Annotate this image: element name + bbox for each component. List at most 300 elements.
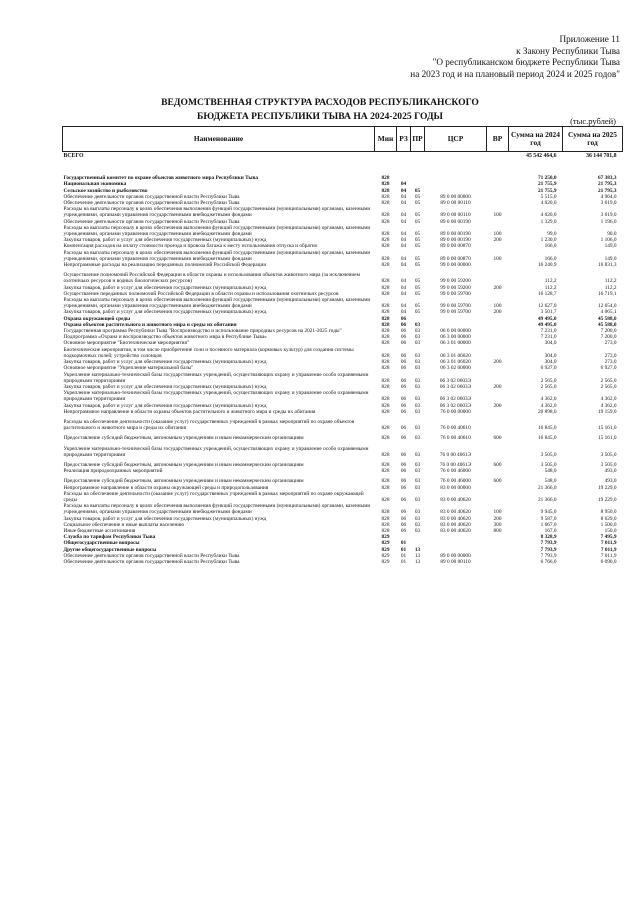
row-vr: 300 — [493, 521, 502, 528]
row-rz: 06 — [400, 352, 407, 359]
row-min: 828 — [381, 527, 390, 534]
row-min: 828 — [381, 352, 390, 359]
row-sum-2025: 7 200,0 — [600, 328, 617, 335]
row-min: 828 — [381, 377, 390, 384]
row-pr: 13 — [414, 552, 421, 559]
row-pr: 03 — [414, 377, 421, 384]
row-csr: 83 0 00 00000 — [440, 484, 471, 491]
row-sum-2025: 15 161,0 — [597, 435, 617, 442]
row-sum-2025: 8 629,0 — [600, 515, 617, 522]
title-line: ВЕДОМСТВЕННАЯ СТРУКТУРА РАСХОДОВ РЕСПУБЛИКАНСКОГО — [161, 97, 479, 108]
table-header-row — [63, 127, 623, 152]
row-min: 829 — [381, 540, 390, 547]
row-rz: 06 — [400, 527, 407, 534]
row-csr: 89 0 00 00000 — [440, 552, 471, 559]
row-min: 828 — [381, 309, 390, 316]
row-csr: 06 3 02 00000 — [440, 365, 471, 372]
row-min: 828 — [381, 461, 390, 468]
row-sum-2025: 21 795,3 — [597, 181, 617, 188]
row-name: Закупка товаров, работ и услуг для обеспечения государственных (муниципальных) нужд — [63, 284, 267, 291]
row-min: 828 — [381, 181, 390, 188]
row-sum-2025: 67 383,3 — [597, 175, 617, 182]
row-sum-2025: 8 950,0 — [600, 509, 617, 516]
row-sum-2025: 149,0 — [604, 243, 617, 250]
row-pr: 03 — [414, 425, 421, 432]
row-sum-2024: 7 793,9 — [540, 540, 557, 547]
row-sum-2025: 7 011,9 — [600, 540, 617, 547]
row-rz: 06 — [400, 509, 407, 516]
row-name: Основное мероприятие "Биотехнические мероприятия" — [63, 340, 190, 347]
row-pr: 03 — [414, 496, 421, 503]
row-pr: 03 — [414, 509, 421, 516]
row-sum-2024: 2 565,0 — [540, 377, 557, 384]
table-row — [63, 297, 623, 309]
expenditure-table — [62, 126, 623, 565]
row-min: 828 — [381, 484, 390, 491]
row-sum-2024: 20 898,0 — [537, 408, 557, 415]
row-csr: 99 0 00 59700 — [440, 309, 471, 316]
row-name: Охрана окружающей среды — [63, 315, 131, 322]
row-rz: 06 — [400, 383, 407, 390]
row-min: 828 — [381, 255, 390, 262]
row-name: Другие общегосударственные вопросы — [63, 546, 157, 553]
header-sum-2024: Сумма на 2024 год — [509, 127, 563, 152]
row-rz: 06 — [400, 521, 407, 528]
row-vr — [487, 415, 509, 431]
row-sum-2025: 19 229,0 — [597, 496, 617, 503]
row-csr: 06 3 00 00000 — [440, 334, 471, 341]
row-csr: 83 0 00 40620 — [440, 509, 471, 516]
row-vr: 200 — [493, 284, 502, 291]
row-rz: 04 — [400, 218, 407, 225]
row-vr: 100 — [493, 303, 502, 310]
row-min: 828 — [381, 334, 390, 341]
row-name: Осуществление полномочий Российской Федерации в области охраны и использования объектов животного мира (за исключением охотничьих ресурсов и водных биологических ресурсов) — [63, 272, 360, 285]
row-pr: 05 — [414, 309, 421, 316]
row-sum-2024: 7 231,0 — [540, 334, 557, 341]
row-name: Закупка товаров, работ и услуг для обеспечения государственных (муниципальных) нужд — [63, 309, 267, 316]
row-min: 828 — [381, 468, 390, 475]
row-sum-2024: 166,0 — [544, 255, 557, 262]
row-min: 828 — [381, 340, 390, 347]
row-sum-2024: 16 845,0 — [537, 425, 557, 432]
title-line: БЮДЖЕТА РЕСПУБЛИКИ ТЫВА НА 2024-2025 ГОДЫ — [197, 110, 443, 122]
row-rz: 04 — [400, 193, 407, 200]
row-pr: 05 — [414, 231, 421, 238]
row-pr: 05 — [414, 212, 421, 219]
row-name: Обеспечение деятельности органов государственной власти Республики Тыва — [63, 200, 240, 207]
row-rz: 06 — [400, 408, 407, 415]
row-min: 828 — [381, 290, 390, 297]
row-sum-2024: 21 366,0 — [537, 484, 557, 491]
row-csr: 89 0 00 00870 — [440, 243, 471, 250]
row-sum-2024: 16 128,7 — [537, 290, 557, 297]
table-row — [63, 171, 623, 181]
table-row — [63, 390, 623, 402]
row-rz: 04 — [400, 278, 407, 285]
header-pr: ПР — [411, 127, 425, 152]
row-name: Предоставление субсидий бюджетным, автономным учреждениям и иным некоммерческим организациям — [63, 478, 304, 485]
row-vr: 600 — [493, 461, 502, 468]
row-name: Государственная программа Республики Тыва "Воспроизводство и использование природных ресурсов на 2021-2025 годы" — [63, 328, 342, 335]
row-pr: 03 — [414, 484, 421, 491]
row-min: 828 — [381, 262, 390, 269]
row-name: Служба по тарифам Республики Тыва — [63, 534, 156, 541]
row-sum-2024: 7 231,0 — [540, 328, 557, 335]
row-vr: 100 — [493, 509, 502, 516]
row-sum-2024: 548,0 — [544, 478, 557, 485]
row-rz: 04 — [400, 237, 407, 244]
row-rz: 01 — [400, 552, 407, 559]
header-name: Наименование — [63, 127, 375, 152]
row-sum-2025: 2 565,0 — [600, 377, 617, 384]
row-vr — [487, 390, 509, 402]
row-rz: 04 — [400, 290, 407, 297]
row-min: 828 — [381, 278, 390, 285]
row-sum-2025: 4 964,0 — [600, 193, 617, 200]
row-min: 829 — [381, 546, 390, 553]
row-name: Обеспечение деятельности органов государственной власти Республики Тыва — [63, 193, 240, 200]
table-row — [63, 458, 623, 468]
row-vr — [487, 268, 509, 284]
row-csr: 06 3 01 06020 — [440, 352, 471, 359]
header-sum-2025: Сумма на 2025 год — [563, 127, 623, 152]
row-csr: 83 0 00 40620 — [440, 527, 471, 534]
row-csr: 99 0 00 00000 — [440, 262, 471, 269]
row-name: Расходы на обеспечение деятельности (оказание услуг) государственных учреждений в рамках мероприятий по охране окружающей среды — [63, 490, 364, 503]
row-csr: 89 0 00 00000 — [440, 193, 471, 200]
table-row — [63, 442, 623, 458]
row-rz: 06 — [400, 321, 407, 328]
row-name: Укрепление материально-технической базы государственных учреждений, осуществляющих охрану и управление особо охраняемыми природными территориями — [63, 390, 369, 403]
row-pr: 03 — [414, 321, 421, 328]
row-sum-2024: 112,2 — [544, 278, 557, 285]
row-sum-2024: 4 020,0 — [540, 200, 557, 207]
row-rz: 04 — [400, 284, 407, 291]
row-vr: 200 — [493, 359, 502, 366]
table-row — [63, 559, 623, 565]
row-sum-2024: 3 505,0 — [540, 451, 557, 458]
appendix-line: Приложение 11 — [559, 34, 620, 44]
row-min: 828 — [381, 435, 390, 442]
row-pr: 05 — [414, 237, 421, 244]
document-title — [0, 96, 640, 123]
row-name: Непрограммное направление в области охраны окружающей среды и природопользования — [63, 484, 269, 491]
row-rz: 04 — [400, 243, 407, 250]
table-row — [63, 503, 623, 515]
row-name: Расходы на обеспечение деятельности (оказание услуг) государственных учреждений в рамках мероприятий по охране объектов растительного и животного мира и среды их обитания — [63, 418, 355, 432]
row-sum-2024: 1 667,0 — [540, 521, 557, 528]
row-rz: 01 — [400, 546, 407, 553]
row-csr: 89 0 00 00190 — [440, 231, 471, 238]
row-min: 828 — [381, 515, 390, 522]
appendix-line: на 2023 год и на плановый период 2024 и 2025 годов" — [410, 68, 620, 79]
row-vr: 600 — [493, 478, 502, 485]
row-pr: 05 — [414, 200, 421, 207]
row-min: 828 — [381, 193, 390, 200]
total-label: ВСЕГО — [63, 153, 84, 159]
row-pr: 03 — [414, 402, 421, 409]
row-rz: 06 — [400, 435, 407, 442]
row-sum-2025: 7 495,9 — [600, 534, 617, 541]
row-rz — [397, 171, 411, 181]
row-pr: 03 — [414, 383, 421, 390]
row-pr: 05 — [414, 262, 421, 269]
row-sum-2024: 166,0 — [544, 243, 557, 250]
row-pr: 03 — [414, 334, 421, 341]
row-name: Расходы на выплаты персоналу в целях обеспечения выполнения функций государственными (муниципальными) органами, казенными учреждениями, органами управления государственными внебюджетными фондами — [63, 224, 371, 238]
row-csr: 99 0 00 59700 — [440, 303, 471, 310]
row-sum-2024: 8 328,9 — [540, 534, 557, 541]
row-sum-2024: 4 362,0 — [540, 402, 557, 409]
row-pr: 05 — [414, 255, 421, 262]
row-min: 828 — [381, 315, 390, 322]
row-sum-2024: 1 329,0 — [540, 218, 557, 225]
row-sum-2025: 149,0 — [604, 255, 617, 262]
row-csr: 99 0 00 59200 — [440, 284, 471, 291]
row-sum-2025: 4 362,0 — [600, 402, 617, 409]
row-pr: 05 — [414, 290, 421, 297]
row-rz: 06 — [400, 396, 407, 403]
row-name: Расходы на выплаты персоналу в целях обеспечения выполнения функций государственными (муниципальными) органами, казенными учреждениями, органами управления государственными внебюджетными фондами — [63, 206, 371, 219]
row-name: Непрограммные расходы на реализацию переданных полномочий Российской Федерации — [63, 262, 267, 269]
row-sum-2024: 304,0 — [544, 340, 557, 347]
row-vr: 200 — [493, 515, 502, 522]
header-min: Мин — [375, 127, 397, 152]
row-min: 828 — [381, 187, 390, 194]
row-vr: 100 — [493, 231, 502, 238]
row-pr: 05 — [414, 193, 421, 200]
row-csr: 06 3 02 0603Э — [439, 383, 472, 390]
row-vr — [487, 559, 509, 565]
row-pr: 03 — [414, 461, 421, 468]
row-sum-2025: 112,2 — [604, 284, 617, 291]
row-rz: 04 — [400, 309, 407, 316]
row-rz: 04 — [400, 187, 407, 194]
row-csr: 89 0 00 00110 — [440, 200, 471, 207]
row-pr: 03 — [414, 359, 421, 366]
row-name: Расходы на выплаты персоналу в целях обеспечения выполнения функций государственными (муниципальными) органами, казенными учреждениями, органами управления государственными внебюджетными фондами — [63, 249, 371, 262]
row-sum-2025: 3 505,0 — [600, 461, 617, 468]
header-rz: РЗ — [397, 127, 411, 152]
table-row — [63, 474, 623, 484]
row-min: 829 — [381, 534, 390, 541]
row-csr: 99 0 00 59700 — [440, 290, 471, 297]
row-pr: 05 — [414, 218, 421, 225]
row-rz: 06 — [400, 315, 407, 322]
row-pr: 13 — [414, 546, 421, 553]
row-sum-2025: 6 927,0 — [600, 365, 617, 372]
row-sum-2025: 7 011,9 — [600, 546, 617, 553]
row-sum-2024: 12 627,0 — [537, 303, 557, 310]
row-name: Расходы на выплаты персоналу в целях обеспечения выполнения функций государственными (муниципальными) органами, казенными учреждениями, органами управления государственными внебюджетными фондами — [63, 503, 371, 516]
row-sum-2024: 21 755,9 — [537, 181, 557, 188]
row-min: 828 — [381, 383, 390, 390]
row-pr: 03 — [414, 340, 421, 347]
row-vr: 600 — [493, 435, 502, 442]
row-rz: 06 — [400, 484, 407, 491]
row-csr: 89 0 00 00190 — [440, 237, 471, 244]
row-min: 828 — [381, 200, 390, 207]
row-name: Предоставление субсидий бюджетным, автономным учреждениям и иным некоммерческим организациям — [63, 461, 304, 468]
total-row — [63, 152, 623, 172]
row-min: 828 — [381, 212, 390, 219]
row-sum-2024: 7 793,9 — [540, 546, 557, 553]
row-name: Социальное обеспечение и иные выплаты населению — [63, 521, 185, 528]
row-name: Закупка товаров, работ и услуг для обеспечения государственных (муниципальных) нужд — [63, 359, 267, 366]
row-csr: 06 0 00 00000 — [440, 328, 471, 335]
row-sum-2025: 45 588,0 — [597, 315, 617, 322]
row-pr: 03 — [414, 515, 421, 522]
row-sum-2025: 19 229,0 — [597, 484, 617, 491]
row-name: Охрана объектов растительного и животного мира и среды их обитания — [63, 321, 237, 328]
row-name: Реализация природоохранных мероприятий — [63, 468, 163, 475]
row-vr — [487, 171, 509, 181]
row-name: Укрепление материально-технической базы государственных учреждений, осуществляющих охрану и управление особо охраняемыми природными территориями — [63, 371, 369, 384]
row-rz: 06 — [400, 451, 407, 458]
row-min: 829 — [381, 552, 390, 559]
row-min: 828 — [381, 321, 390, 328]
row-sum-2025: 4 065,1 — [600, 309, 617, 316]
row-sum-2025: 1 196,0 — [600, 218, 617, 225]
row-sum-2025: 4 362,0 — [600, 396, 617, 403]
row-sum-2025: 16 831,3 — [597, 262, 617, 269]
row-pr: 03 — [414, 352, 421, 359]
row-csr: 89 0 00 00110 — [440, 558, 471, 565]
row-rz: 06 — [400, 515, 407, 522]
table-row — [63, 372, 623, 384]
row-rz: 06 — [400, 478, 407, 485]
row-rz: 06 — [400, 340, 407, 347]
row-csr: 06 3 02 0603Э — [439, 377, 472, 384]
table-row — [63, 225, 623, 237]
row-rz: 06 — [400, 334, 407, 341]
row-vr — [487, 372, 509, 384]
row-sum-2024: 1 230,0 — [540, 237, 557, 244]
row-name: Расходы на выплаты персоналу в целях обеспечения выполнения функций государственными (муниципальными) органами, казенными учреждениями, органами управления государственными внебюджетными фондами — [63, 297, 371, 310]
row-csr: 83 0 00 40620 — [440, 515, 471, 522]
row-min: 828 — [381, 237, 390, 244]
row-name: Обеспечение деятельности органов государственной власти Республики Тыва — [63, 218, 240, 225]
row-pr: 03 — [414, 451, 421, 458]
units-label: (тыс.рублей) — [570, 116, 616, 126]
table-row — [63, 347, 623, 359]
row-sum-2025: 45 588,0 — [597, 321, 617, 328]
row-vr: 200 — [493, 383, 502, 390]
row-min: 828 — [381, 328, 390, 335]
row-pr: 05 — [414, 278, 421, 285]
row-name: Сельское хозяйство и рыболовство — [63, 187, 148, 194]
row-name: Закупка товаров, работ и услуг для обеспечения государственных (муниципальных) нужд — [63, 515, 267, 522]
row-vr — [487, 442, 509, 458]
row-min: 828 — [381, 243, 390, 250]
row-sum-2024: 304,0 — [544, 359, 557, 366]
row-pr: 03 — [414, 435, 421, 442]
row-name: Закупка товаров, работ и услуг для обеспечения государственных (муниципальных) нужд — [63, 237, 267, 244]
row-name: Национальная экономика — [63, 181, 127, 188]
header-vr: ВР — [487, 127, 509, 152]
row-sum-2024: 16 240,9 — [537, 262, 557, 269]
row-name: Обеспечение деятельности органов государственной власти Республики Тыва — [63, 552, 240, 559]
row-min: 828 — [381, 425, 390, 432]
row-sum-2025: 21 795,3 — [597, 187, 617, 194]
row-vr: 100 — [493, 255, 502, 262]
row-name: Закупка товаров, работ и услуг для обеспечения государственных (муниципальных) нужд — [63, 383, 267, 390]
table-row — [63, 431, 623, 441]
row-sum-2025: 3 505,0 — [600, 451, 617, 458]
row-sum-2024: 49 495,0 — [537, 321, 557, 328]
appendix-note — [410, 34, 620, 80]
row-pr: 05 — [414, 187, 421, 194]
row-min: 828 — [381, 175, 390, 182]
row-csr: 76 0 00 40610 — [440, 425, 471, 432]
row-rz: 04 — [400, 262, 407, 269]
row-pr: 03 — [414, 478, 421, 485]
row-sum-2024: 167,0 — [544, 527, 557, 534]
row-pr: 05 — [414, 243, 421, 250]
row-min: 828 — [381, 496, 390, 503]
row-sum-2024: 2 565,0 — [540, 383, 557, 390]
row-pr: 03 — [414, 527, 421, 534]
row-min: 828 — [381, 231, 390, 238]
table-row — [63, 268, 623, 284]
row-sum-2025: 150,0 — [604, 527, 617, 534]
table-row — [63, 206, 623, 218]
row-rz: 06 — [400, 425, 407, 432]
row-sum-2024: 5 515,0 — [540, 193, 557, 200]
row-sum-2024: 21 366,0 — [537, 496, 557, 503]
row-sum-2024: 49 495,0 — [537, 315, 557, 322]
row-sum-2024: 7 793,9 — [540, 552, 557, 559]
row-vr — [487, 491, 509, 503]
row-vr: 200 — [493, 237, 502, 244]
row-rz: 06 — [400, 496, 407, 503]
row-csr: 06 3 02 0603Э — [439, 402, 472, 409]
row-name: Закупка товаров, работ и услуг для обеспечения государственных (муниципальных) нужд — [63, 402, 267, 409]
row-name: Государственный комитет по охране объектов животного мира Республики Тыва — [63, 175, 259, 182]
total-2024: 45 542 464,6 — [526, 153, 557, 159]
row-name: Компенсация расходов на оплату стоимости проезда и провоза багажа к месту использования отпуска и обратно — [63, 243, 318, 250]
row-csr: 06 3 01 00000 — [440, 340, 471, 347]
row-sum-2025: 12 654,0 — [597, 303, 617, 310]
row-sum-2024: 21 755,9 — [537, 187, 557, 194]
row-csr: 99 0 00 59200 — [440, 278, 471, 285]
row-rz: 01 — [400, 540, 407, 547]
row-rz: 04 — [400, 212, 407, 219]
row-rz: 04 — [400, 181, 407, 188]
row-sum-2025: 273,0 — [604, 359, 617, 366]
row-min: 829 — [381, 558, 390, 565]
row-name: Предоставление субсидий бюджетным, автономным учреждениям и иным некоммерческим организациям — [63, 435, 304, 442]
row-rz: 04 — [400, 231, 407, 238]
row-name: Общегосударственные вопросы — [63, 540, 140, 547]
row-rz: 04 — [400, 303, 407, 310]
row-csr: 06 3 01 06020 — [440, 359, 471, 366]
row-csr: 76 0 00 4061Э — [439, 461, 472, 468]
row-pr: 13 — [414, 558, 421, 565]
row-rz: 06 — [400, 468, 407, 475]
row-sum-2025: 3 619,0 — [600, 200, 617, 207]
row-sum-2024: 71 250,0 — [537, 175, 557, 182]
row-vr: 200 — [493, 402, 502, 409]
row-sum-2024: 4 020,0 — [540, 212, 557, 219]
row-vr: 200 — [493, 309, 502, 316]
row-sum-2024: 3 501,7 — [540, 309, 557, 316]
row-sum-2025: 493,0 — [604, 478, 617, 485]
table-row — [63, 415, 623, 431]
row-sum-2025: 6 090,0 — [600, 558, 617, 565]
row-name: Осуществление переданных полномочий Российской Федерации в области охраны и использования охотничьих ресурсов — [63, 290, 339, 297]
